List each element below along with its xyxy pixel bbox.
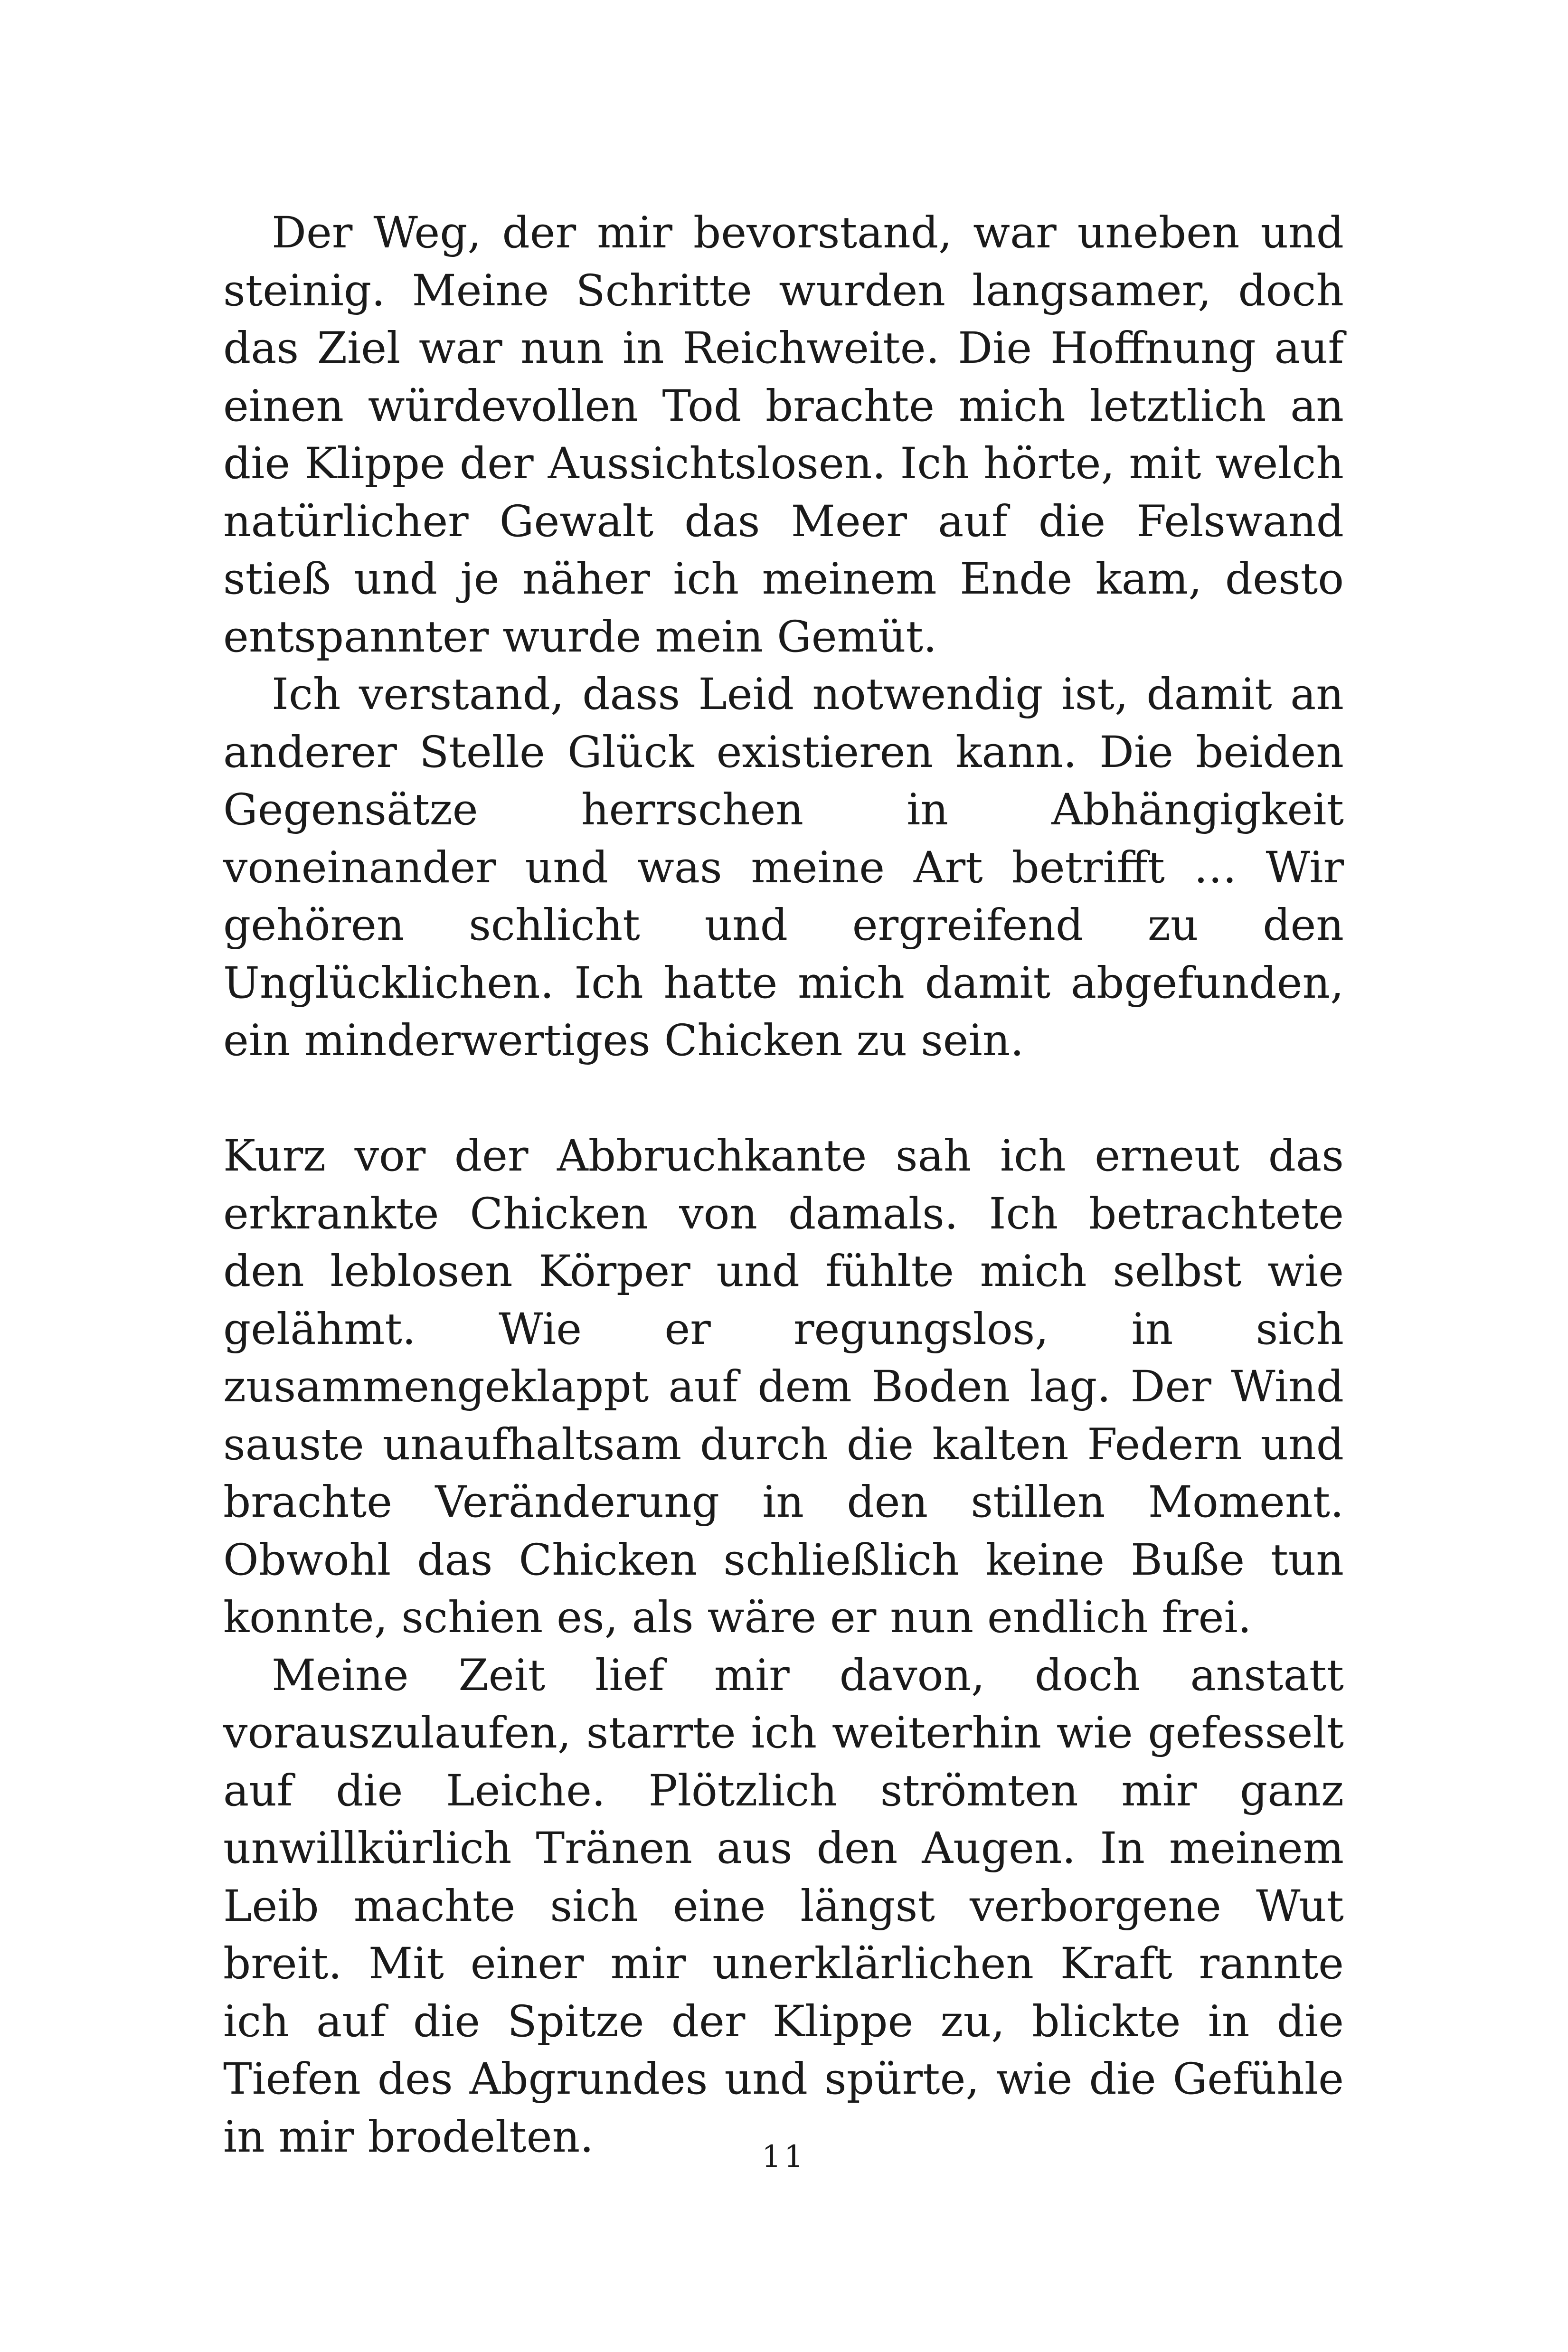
paragraph-1: Der Weg, der mir bevorstand, war uneben und steinig. Meine Schritte wurden langsamer, doch das Ziel war nun in Reichweite. Die Hoffnung auf einen würdevollen Tod brachte mich letztlich an die Klippe der Aussichtslosen. Ich hörte, mit welch natürlicher Gewalt das Meer auf die Felswand stieß und je näher ich meinem Ende kam, desto entspannter wurde mein Gemüt. bbox=[223, 208, 1344, 662]
body-text bbox=[223, 204, 1344, 2166]
paragraph-3: Kurz vor der Abbruchkante sah ich erneut das erkrankte Chicken von damals. Ich betrachtete den leblosen Körper und fühlte mich selbst wie gelähmt. Wie er regungslos, in sich zusammengeklappt auf dem Boden lag. Der Wind sauste unaufhaltsam durch die kalten Federn und brachte Veränderung in den stillen Moment. Obwohl das Chicken schließlich keine Buße tun konnte, schien es, als wäre er nun endlich frei. bbox=[223, 1131, 1344, 1643]
page-number: 11 bbox=[762, 2139, 806, 2174]
section-break bbox=[223, 1070, 1344, 1128]
paragraph-4: Meine Zeit lief mir davon, doch anstatt vorauszulaufen, starrte ich weiterhin wie gefesselt auf die Leiche. Plötzlich strömten mir ganz unwillkürlich Tränen aus den Augen. In meinem Leib machte sich eine längst verborgene Wut breit. Mit einer mir unerklärlichen Kraft rannte ich auf die Spitze der Klippe zu, blickte in die Tiefen des Abgrundes und spürte, wie die Gefühle in mir brodelten. bbox=[223, 1650, 1344, 2162]
paragraph-2: Ich verstand, dass Leid notwendig ist, damit an anderer Stelle Glück existieren kann. Die beiden Gegensätze herrschen in Abhängigkeit voneinander und was meine Art betrifft … Wir gehören schlicht und ergreifend zu den Unglücklichen. Ich hatte mich damit abgefunden, ein minderwertiges Chicken zu sein. bbox=[223, 670, 1344, 1066]
